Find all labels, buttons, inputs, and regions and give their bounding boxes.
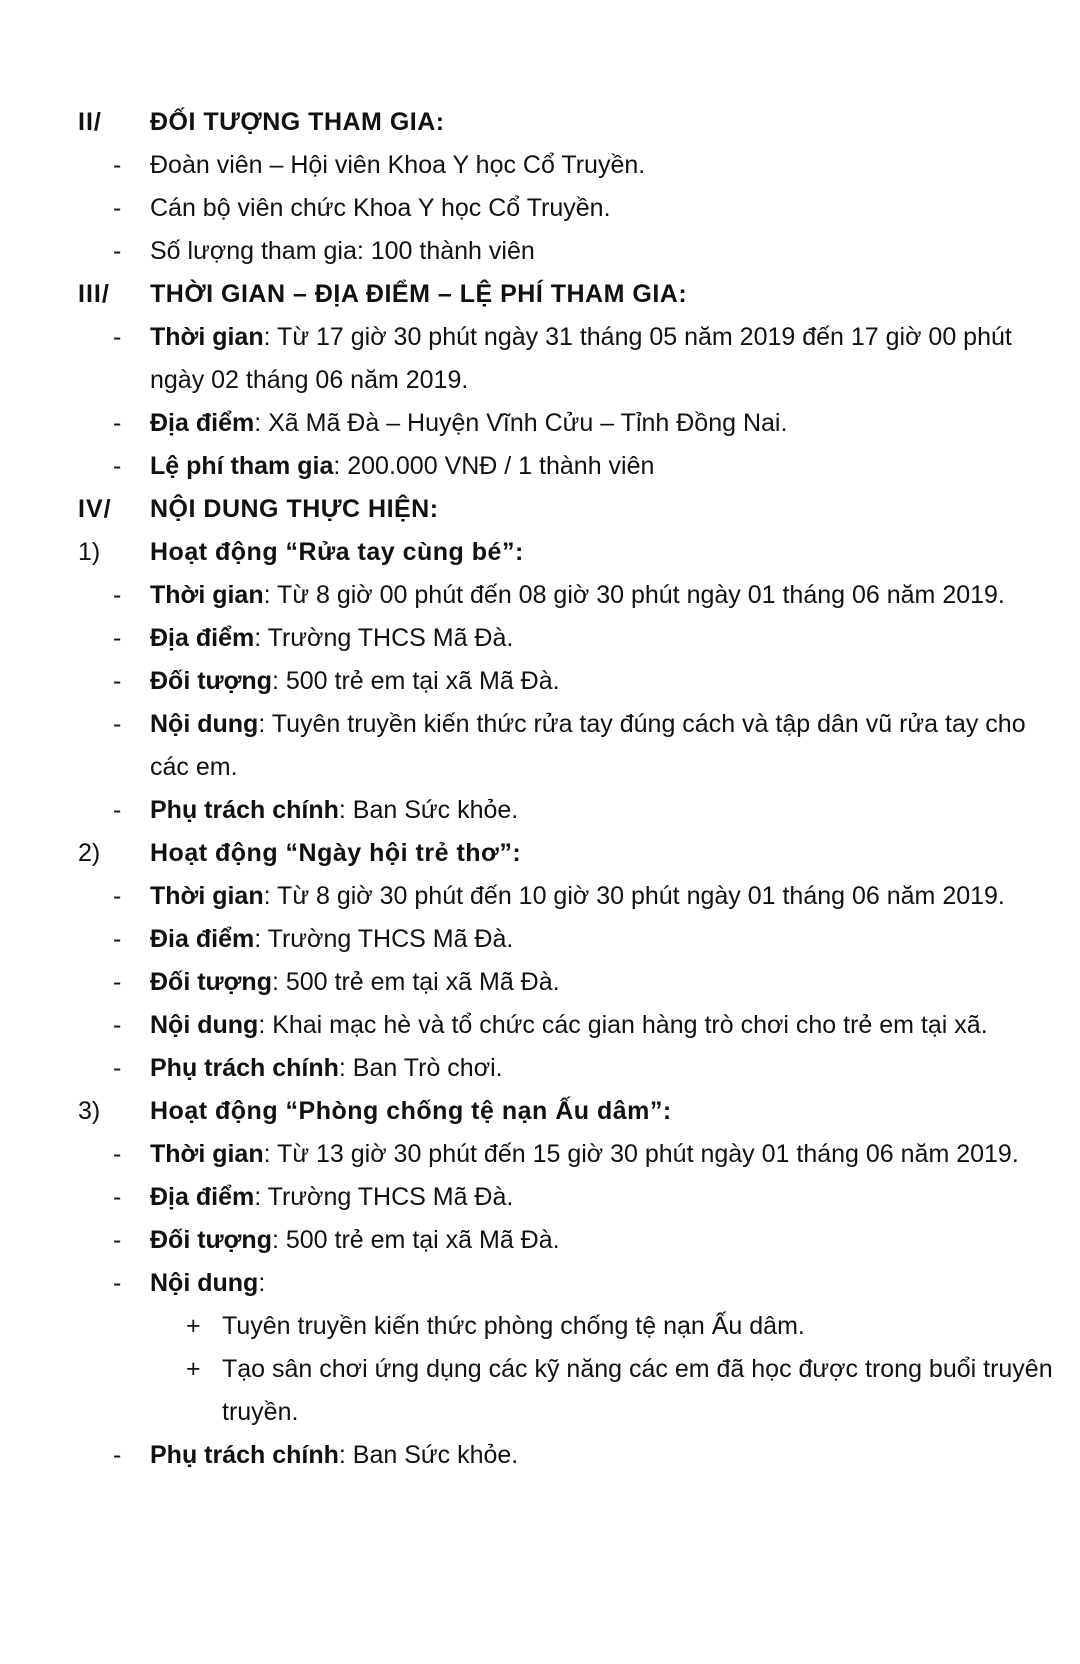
field-label: Thời gian — [150, 1140, 264, 1168]
list-item — [0, 1433, 1080, 1477]
activity-marker: 1) — [78, 538, 101, 566]
activity-marker: 3) — [78, 1097, 101, 1125]
list-item — [0, 659, 1080, 703]
field-value: : 200.000 VNĐ / 1 thành viên — [333, 452, 655, 480]
field-label: Thời gian — [150, 323, 264, 351]
field-label: Địa điểm — [150, 409, 255, 437]
field-label: Nội dung — [150, 1269, 259, 1297]
field-label: Địa điểm — [150, 1183, 255, 1211]
dash-bullet: - — [113, 796, 122, 824]
list-item — [0, 401, 1080, 445]
dash-bullet: - — [113, 194, 122, 222]
list-item — [0, 702, 1080, 746]
field-value: : 500 trẻ em tại xã Mã Đà. — [271, 968, 560, 996]
field-value: : Từ 17 giờ 30 phút ngày 31 tháng 05 năm 2019 đến 17 giờ 00 phút — [263, 323, 1012, 351]
field-label: Nội dung — [150, 1011, 259, 1039]
activity-heading — [0, 1089, 1080, 1133]
dash-bullet: - — [113, 323, 122, 351]
sub-item-text: Tuyên truyền kiến thức phòng chống tệ nạn Ấu dâm. — [222, 1312, 805, 1340]
activity-heading — [0, 831, 1080, 875]
field-value: : Trường THCS Mã Đà. — [254, 1183, 514, 1211]
list-item-continuation — [0, 358, 1080, 402]
list-item — [0, 874, 1080, 918]
dash-bullet: - — [113, 968, 122, 996]
field-value: : Trường THCS Mã Đà. — [254, 624, 514, 652]
list-item-continuation — [0, 745, 1080, 789]
dash-bullet: - — [113, 581, 122, 609]
dash-bullet: - — [113, 1054, 122, 1082]
field-label: Thời gian — [150, 581, 264, 609]
field-label: Nội dung — [150, 710, 259, 738]
field-value: : Ban Sức khỏe. — [338, 1441, 519, 1469]
section-title: ĐỐI TƯỢNG THAM GIA: — [150, 108, 445, 136]
dash-bullet: - — [113, 237, 122, 265]
list-item — [0, 917, 1080, 961]
field-label: Thời gian — [150, 882, 264, 910]
section-title: THỜI GIAN – ĐỊA ĐIỂM – LỆ PHÍ THAM GIA: — [150, 280, 688, 308]
list-item — [0, 315, 1080, 359]
field-label: Đối tượng — [150, 667, 272, 695]
dash-bullet: - — [113, 452, 122, 480]
dash-bullet: - — [113, 1011, 122, 1039]
list-item — [0, 1132, 1080, 1176]
field-value: : Khai mạc hè và tổ chức các gian hàng trò chơi cho trẻ em tại xã. — [258, 1011, 988, 1039]
field-label: Phụ trách chính — [150, 1054, 339, 1082]
dash-bullet: - — [113, 882, 122, 910]
field-value: : Từ 8 giờ 30 phút đến 10 giờ 30 phút ngày 01 tháng 06 năm 2019. — [263, 882, 1005, 910]
section-heading — [0, 487, 1080, 531]
field-label: Phụ trách chính — [150, 796, 339, 824]
sub-list-item — [0, 1347, 1080, 1391]
field-label: Phụ trách chính — [150, 1441, 339, 1469]
field-value: : Từ 8 giờ 00 phút đến 08 giờ 30 phút ngày 01 tháng 06 năm 2019. — [263, 581, 1005, 609]
section-heading — [0, 272, 1080, 316]
list-item — [0, 788, 1080, 832]
list-item — [0, 186, 1080, 230]
activity-title: Hoạt động “Ngày hội trẻ thơ”: — [150, 839, 522, 867]
dash-bullet: - — [113, 624, 122, 652]
field-value: : Xã Mã Đà – Huyện Vĩnh Cửu – Tỉnh Đồng Nai. — [254, 409, 788, 437]
activity-marker: 2) — [78, 839, 101, 867]
activity-title: Hoạt động “Phòng chống tệ nạn Ấu dâm”: — [150, 1097, 672, 1125]
field-value: : Trường THCS Mã Đà. — [254, 925, 514, 953]
field-value: : Ban Trò chơi. — [338, 1054, 503, 1082]
field-label: Đia điểm — [150, 925, 255, 953]
dash-bullet: - — [113, 667, 122, 695]
field-value: các em. — [150, 753, 238, 781]
sub-list-item — [0, 1304, 1080, 1348]
plus-bullet: + — [186, 1312, 201, 1340]
field-value: : Ban Sức khỏe. — [338, 796, 519, 824]
field-label: Đối tượng — [150, 968, 272, 996]
list-item — [0, 229, 1080, 273]
dash-bullet: - — [113, 1269, 122, 1297]
plus-bullet: + — [186, 1355, 201, 1383]
list-item — [0, 573, 1080, 617]
section-title: NỘI DUNG THỰC HIỆN: — [150, 495, 439, 523]
section-heading — [0, 100, 1080, 144]
section-marker: II/ — [78, 108, 102, 136]
field-value: : Tuyên truyền kiến thức rửa tay đúng cách và tập dân vũ rửa tay cho — [258, 710, 1026, 738]
dash-bullet: - — [113, 1226, 122, 1254]
list-item — [0, 143, 1080, 187]
field-label: Lệ phí tham gia — [150, 452, 334, 480]
list-item — [0, 960, 1080, 1004]
list-item-text: Số lượng tham gia: 100 thành viên — [150, 237, 535, 265]
sub-item-text: truyền. — [222, 1398, 299, 1426]
list-item — [0, 1046, 1080, 1090]
dash-bullet: - — [113, 1140, 122, 1168]
section-marker: III/ — [78, 280, 110, 308]
section-marker: IV/ — [78, 495, 112, 523]
sub-item-text: Tạo sân chơi ứng dụng các kỹ năng các em đã học được trong buổi truyên — [222, 1355, 1053, 1383]
list-item — [0, 616, 1080, 660]
field-label: Đối tượng — [150, 1226, 272, 1254]
activity-heading — [0, 530, 1080, 574]
activity-title: Hoạt động “Rửa tay cùng bé”: — [150, 538, 524, 566]
dash-bullet: - — [113, 710, 122, 738]
dash-bullet: - — [113, 151, 122, 179]
field-label: Địa điểm — [150, 624, 255, 652]
list-item-text: Đoàn viên – Hội viên Khoa Y học Cổ Truyền. — [150, 151, 646, 179]
field-value: : Từ 13 giờ 30 phút đến 15 giờ 30 phút ngày 01 tháng 06 năm 2019. — [263, 1140, 1019, 1168]
list-item — [0, 1175, 1080, 1219]
field-value: ngày 02 tháng 06 năm 2019. — [150, 366, 469, 394]
dash-bullet: - — [113, 1183, 122, 1211]
dash-bullet: - — [113, 925, 122, 953]
list-item — [0, 444, 1080, 488]
field-value: : 500 trẻ em tại xã Mã Đà. — [271, 667, 560, 695]
field-value: : 500 trẻ em tại xã Mã Đà. — [271, 1226, 560, 1254]
list-item — [0, 1003, 1080, 1047]
sub-list-item-continuation — [0, 1390, 1080, 1434]
field-value: : — [258, 1269, 266, 1297]
list-item — [0, 1261, 1080, 1305]
dash-bullet: - — [113, 409, 122, 437]
list-item-text: Cán bộ viên chức Khoa Y học Cổ Truyền. — [150, 194, 611, 222]
dash-bullet: - — [113, 1441, 122, 1469]
list-item — [0, 1218, 1080, 1262]
